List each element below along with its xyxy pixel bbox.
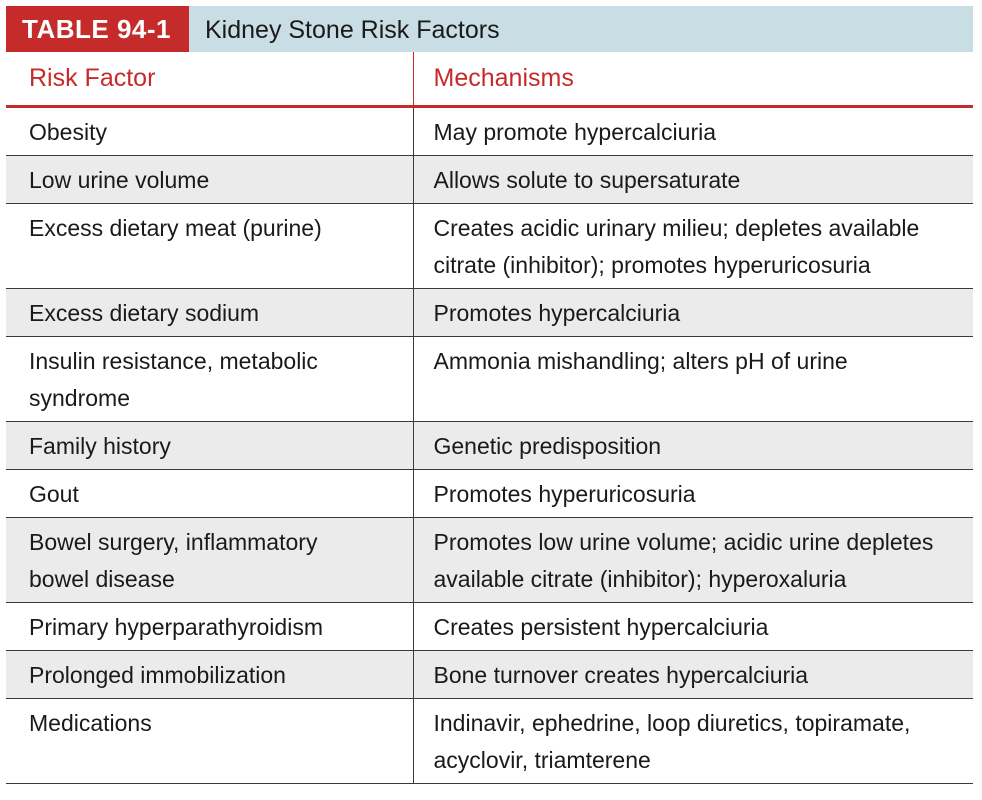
table-row — [6, 422, 973, 470]
mechanism-cell: Allows solute to supersaturate — [413, 156, 973, 204]
risk-factor-cell: Obesity — [6, 107, 413, 156]
column-header-mechanisms: Mechanisms — [413, 52, 973, 107]
mechanism-cell: Promotes low urine volume; acidic urine depletes available citrate (inhibitor); hyperoxaluria — [413, 518, 973, 603]
table-row — [6, 337, 973, 422]
table-number-tag: TABLE 94-1 — [6, 6, 189, 52]
header-row — [6, 52, 973, 107]
risk-factor-cell: Gout — [6, 470, 413, 518]
data-table — [6, 52, 973, 784]
mechanism-cell: Promotes hypercalciuria — [413, 289, 973, 337]
mechanism-cell: Ammonia mishandling; alters pH of urine — [413, 337, 973, 422]
table-body — [6, 107, 973, 784]
mechanism-cell: Indinavir, ephedrine, loop diuretics, topiramate, acyclovir, triamterene — [413, 699, 973, 784]
risk-factor-cell: Medications — [6, 699, 413, 784]
risk-factor-cell: Bowel surgery, inflammatory bowel disease — [6, 518, 413, 603]
risk-factor-cell: Primary hyperparathyroidism — [6, 603, 413, 651]
table-row — [6, 156, 973, 204]
risk-factor-cell: Insulin resistance, metabolic syndrome — [6, 337, 413, 422]
risk-factor-cell: Excess dietary meat (purine) — [6, 204, 413, 289]
table-row — [6, 518, 973, 603]
risk-factor-cell: Prolonged immobilization — [6, 651, 413, 699]
mechanism-cell: Creates persistent hypercalciuria — [413, 603, 973, 651]
table-title-bar — [6, 6, 973, 52]
table-row — [6, 699, 973, 784]
mechanism-cell: Promotes hyperuricosuria — [413, 470, 973, 518]
table-row — [6, 470, 973, 518]
table-row — [6, 204, 973, 289]
mechanism-cell: Bone turnover creates hypercalciuria — [413, 651, 973, 699]
table-row — [6, 651, 973, 699]
table-row — [6, 603, 973, 651]
column-header-risk-factor: Risk Factor — [6, 52, 413, 107]
table-title: Kidney Stone Risk Factors — [205, 16, 500, 44]
risk-factor-cell: Low urine volume — [6, 156, 413, 204]
risk-factor-table — [6, 6, 973, 784]
risk-factor-cell: Excess dietary sodium — [6, 289, 413, 337]
mechanism-cell: Creates acidic urinary milieu; depletes available citrate (inhibitor); promotes hyperuricosuria — [413, 204, 973, 289]
mechanism-cell: Genetic predisposition — [413, 422, 973, 470]
table-header — [6, 52, 973, 107]
table-row — [6, 107, 973, 156]
table-row — [6, 289, 973, 337]
risk-factor-cell: Family history — [6, 422, 413, 470]
mechanism-cell: May promote hypercalciuria — [413, 107, 973, 156]
